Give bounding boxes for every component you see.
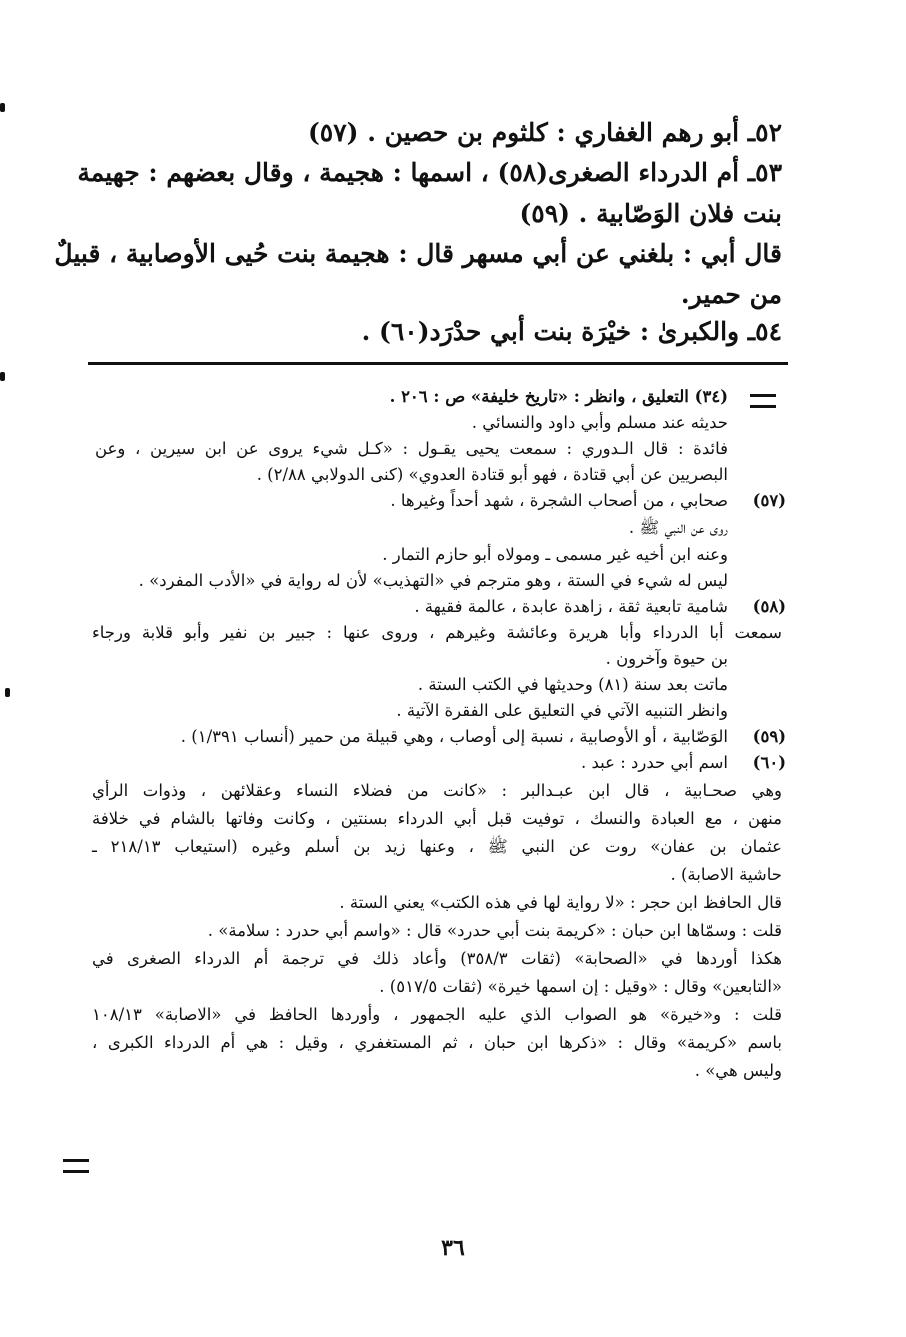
footnote-60-line: منهن ، مع العبادة والنسك ، توفيت قبل أبي الدرداء بسنتين ، وكانت وفاتها بالشام في خلافة: [92, 809, 782, 828]
footnote-58-marker: (٥٨): [752, 597, 786, 616]
entry-53-note: قال أبي : بلغني عن أبي مسهر قال : هجيمة بنت حُيى الأوصابية ، قبيلٌ: [54, 239, 782, 268]
entry-53-note-cont: من حمير.: [680, 280, 782, 309]
margin-mark: [0, 372, 5, 381]
footnote-57-marker: (٥٧): [752, 491, 786, 510]
entry-53: ٥٣ـ أم الدرداء الصغرى(٥٨) ، اسمها : هجيمة ، وقال بعضهم : جهيمة: [77, 158, 782, 187]
footnote-60-line: اسم أبي حدرد : عبد .: [580, 753, 728, 772]
footnote-34-line: البصريين عن أبي قتادة ، فهو أبو قتادة العدوي» (كنى الدولابي ٢/٨٨) .: [256, 465, 728, 484]
footnote-60-line: وهي صحـابية ، قال ابن عبـدالبر : «كانت من فضلاء النساء وعقلائهن ، وذوات الرأي: [92, 781, 782, 800]
footnote-59-line: الوَصّابية ، أو الأوصابية ، نسبة إلى أوصاب ، وهي قبيلة من حمير (أنساب ١/٣٩١) .: [180, 727, 728, 746]
footnote-marker-icon: [63, 1159, 89, 1173]
footnote-60-line: قال الحافظ ابن حجر : «لا رواية لها في هذه الكتب» يعني الستة .: [339, 893, 782, 912]
footnote-marker-icon: [750, 394, 776, 408]
margin-mark: [0, 103, 5, 112]
footnote-57-line: وعنه ابن أخيه غير مسمى ـ ومولاه أبو حازم التمار .: [382, 545, 728, 564]
footnote-60-line: «التابعين» وقال : «وقيل : إن اسمها خيرة» (ثقات ٥١٧/٥) .: [379, 977, 782, 996]
footnote-34: (٣٤) التعليق ، وانظر : «تاريخ خليفة» ص : ٢٠٦ .: [389, 387, 728, 406]
footnote-divider: [88, 362, 788, 365]
footnote-60-line: وليس هي» .: [694, 1061, 782, 1080]
footnote-57-line: ليس له شيء في الستة ، وهو مترجم في «التهذيب» لأن له رواية في «الأدب المفرد» .: [138, 571, 728, 590]
entry-54: ٥٤ـ والكبرىٰ : خيْرَة بنت أبي حدْرَد(٦٠) .: [361, 317, 782, 346]
footnote-60-line: عثمان بن عفان» روت عن النبي ﷺ ، وعنها زيد بن أسلم وغيره (استيعاب ٢١٨/١٣ ـ: [92, 837, 782, 856]
entry-53-cont: بنت فلان الوَصّابية . (٥٩): [519, 199, 782, 228]
margin-mark: [5, 688, 10, 697]
footnote-34-line: فائدة : قال الـدوري : سمعت يحيى يقـول : «كـل شيء يروى عن ابن سيرين ، وعن: [95, 439, 728, 458]
page-number: ٣٦: [441, 1235, 465, 1261]
footnote-60-line: هكذا أوردها في «الصحابة» (ثقات ٣٥٨/٣) وأعاد ذلك في ترجمة أم الدرداء الصغرى في: [92, 949, 782, 968]
footnote-59-marker: (٥٩): [752, 727, 786, 746]
footnote-58-line: سمعت أبا الدرداء وأبا هريرة وعائشة وغيرهم ، وروى عنها : جبير بن نفير وأبو قلابة ورجاء: [92, 623, 782, 642]
footnote-60-line: قلت : وسمّاها ابن حبان : «كريمة بنت أبي حدرد» قال : «واسم أبي حدرد : سلامة» .: [207, 921, 782, 940]
footnote-58-line: وانظر التنبيه الآتي في التعليق على الفقرة الآتية .: [396, 701, 728, 720]
footnote-60-marker: (٦٠): [752, 753, 786, 772]
footnote-60-line: باسم «كريمة» وقال : «ذكرها ابن حبان ، ثم المستغفري ، وقيل : هي أم الدرداء الكبرى ،: [92, 1033, 782, 1052]
footnote-57-line: صحابي ، من أصحاب الشجرة ، شهد أحداً وغيرها .: [390, 491, 728, 510]
footnote-60-line: قلت : و«خيرة» هو الصواب الذي عليه الجمهور ، وأوردها الحافظ في «الاصابة» ١٠٨/١٣: [92, 1005, 782, 1024]
footnote-58-line: شامية تابعية ثقة ، زاهدة عابدة ، عالمة فقيهة .: [414, 597, 728, 616]
footnote-58-line: بن حيوة وآخرون .: [605, 649, 728, 668]
footnote-57-line: روى عن النبي ﷺ .: [628, 518, 728, 537]
entry-52: ٥٢ـ أبو رهم الغفاري : كلثوم بن حصين . (٥٧): [307, 118, 782, 147]
footnote-58-line: ماتت بعد سنة (٨١) وحديثها في الكتب الستة .: [417, 675, 728, 694]
footnote-34-line: حديثه عند مسلم وأبي داود والنسائي .: [471, 413, 728, 432]
footnote-60-line: حاشية الاصابة) .: [670, 865, 782, 884]
